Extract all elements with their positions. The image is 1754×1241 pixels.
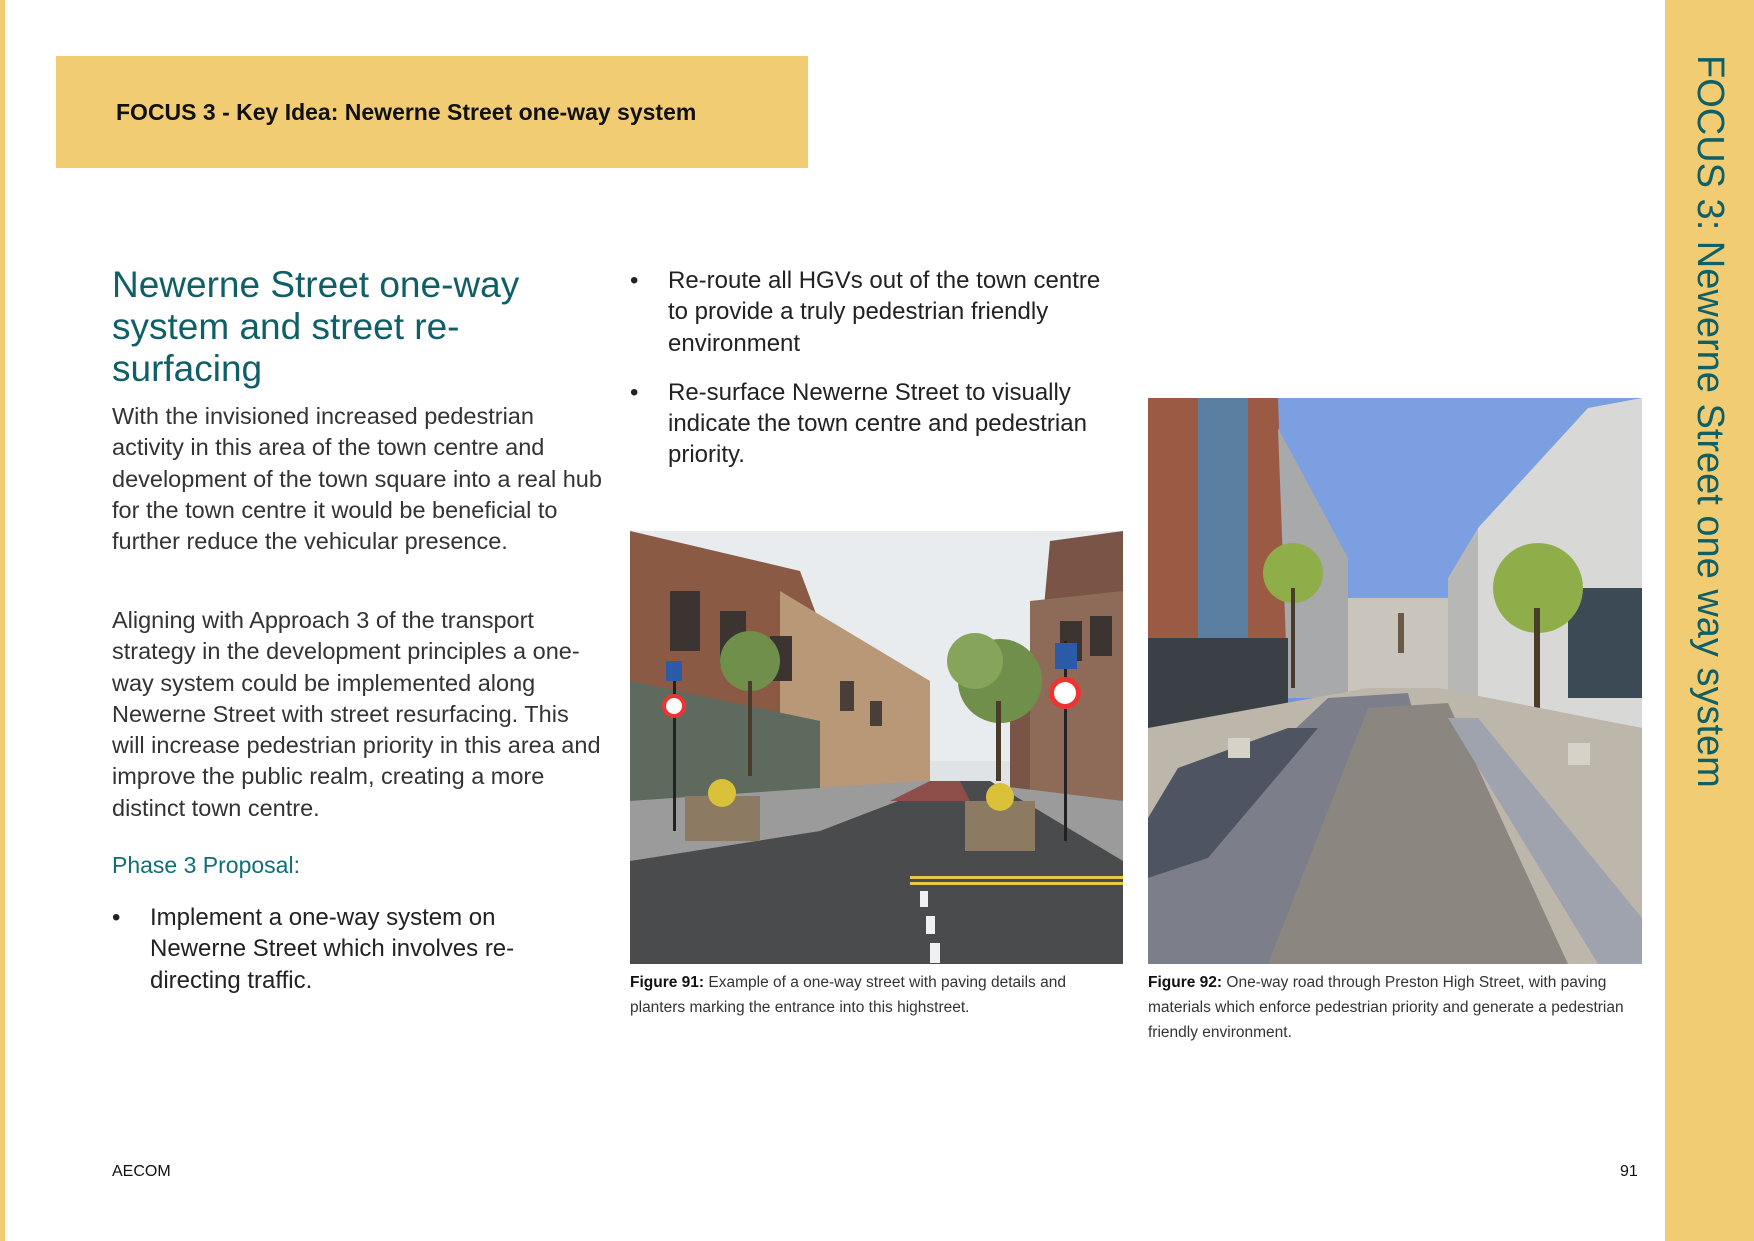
phase-subheading: Phase 3 Proposal: — [112, 852, 300, 878]
section-heading: Newerne Street one-way system and street re-surfacing — [112, 264, 520, 389]
footer-company: AECOM — [112, 1163, 171, 1180]
approach-paragraph: Aligning with Approach 3 of the transport strategy in the development principles a one-way system could be implemented along Newerne Street with street resurfacing. This will increase pedestrian priority in this area and improve the public realm, creating a more distinct town centre. — [112, 607, 601, 821]
side-tab-title: FOCUS 3: Newerne Street one way system — [1689, 55, 1731, 788]
intro-paragraph: With the invisioned increased pedestrian activity in this area of the town centre and development of the town square into a real hub for the town centre it would be beneficial to further reduce the vehicular presence. — [112, 403, 602, 555]
figure-label: Figure 92: — [1148, 974, 1223, 991]
figure-caption-text: Example of a one-way street with paving details and planters marking the entrance into this highstreet. — [630, 974, 1066, 1016]
figure-label: Figure 91: — [630, 974, 705, 991]
banner-title: FOCUS 3 - Key Idea: Newerne Street one-way system — [116, 98, 697, 125]
figure-92-caption — [1148, 970, 1642, 1045]
bullet-item: • Re-route all HGVs out of the town centre to provide a truly pedestrian friendly environment — [630, 265, 1120, 359]
phase-bullets-mid — [630, 265, 1120, 489]
bullet-item: • Re-surface Newerne Street to visually indicate the town centre and pedestrian priority. — [630, 377, 1120, 471]
figure-caption-text: One-way road through Preston High Street, with paving materials which enforce pedestrian priority and generate a pedestrian friendly environment. — [1148, 974, 1624, 1041]
page-number: 91 — [1620, 1163, 1638, 1180]
phase-bullets-left — [112, 902, 542, 1014]
bullet-item: • Implement a one-way system on Newerne Street which involves re-directing traffic. — [112, 902, 542, 996]
figure-91-caption — [630, 970, 1123, 1020]
focus-banner — [56, 56, 808, 168]
figure-91-photo — [630, 531, 1123, 964]
left-edge-stripe — [0, 0, 5, 1241]
figure-92-photo — [1148, 398, 1642, 964]
